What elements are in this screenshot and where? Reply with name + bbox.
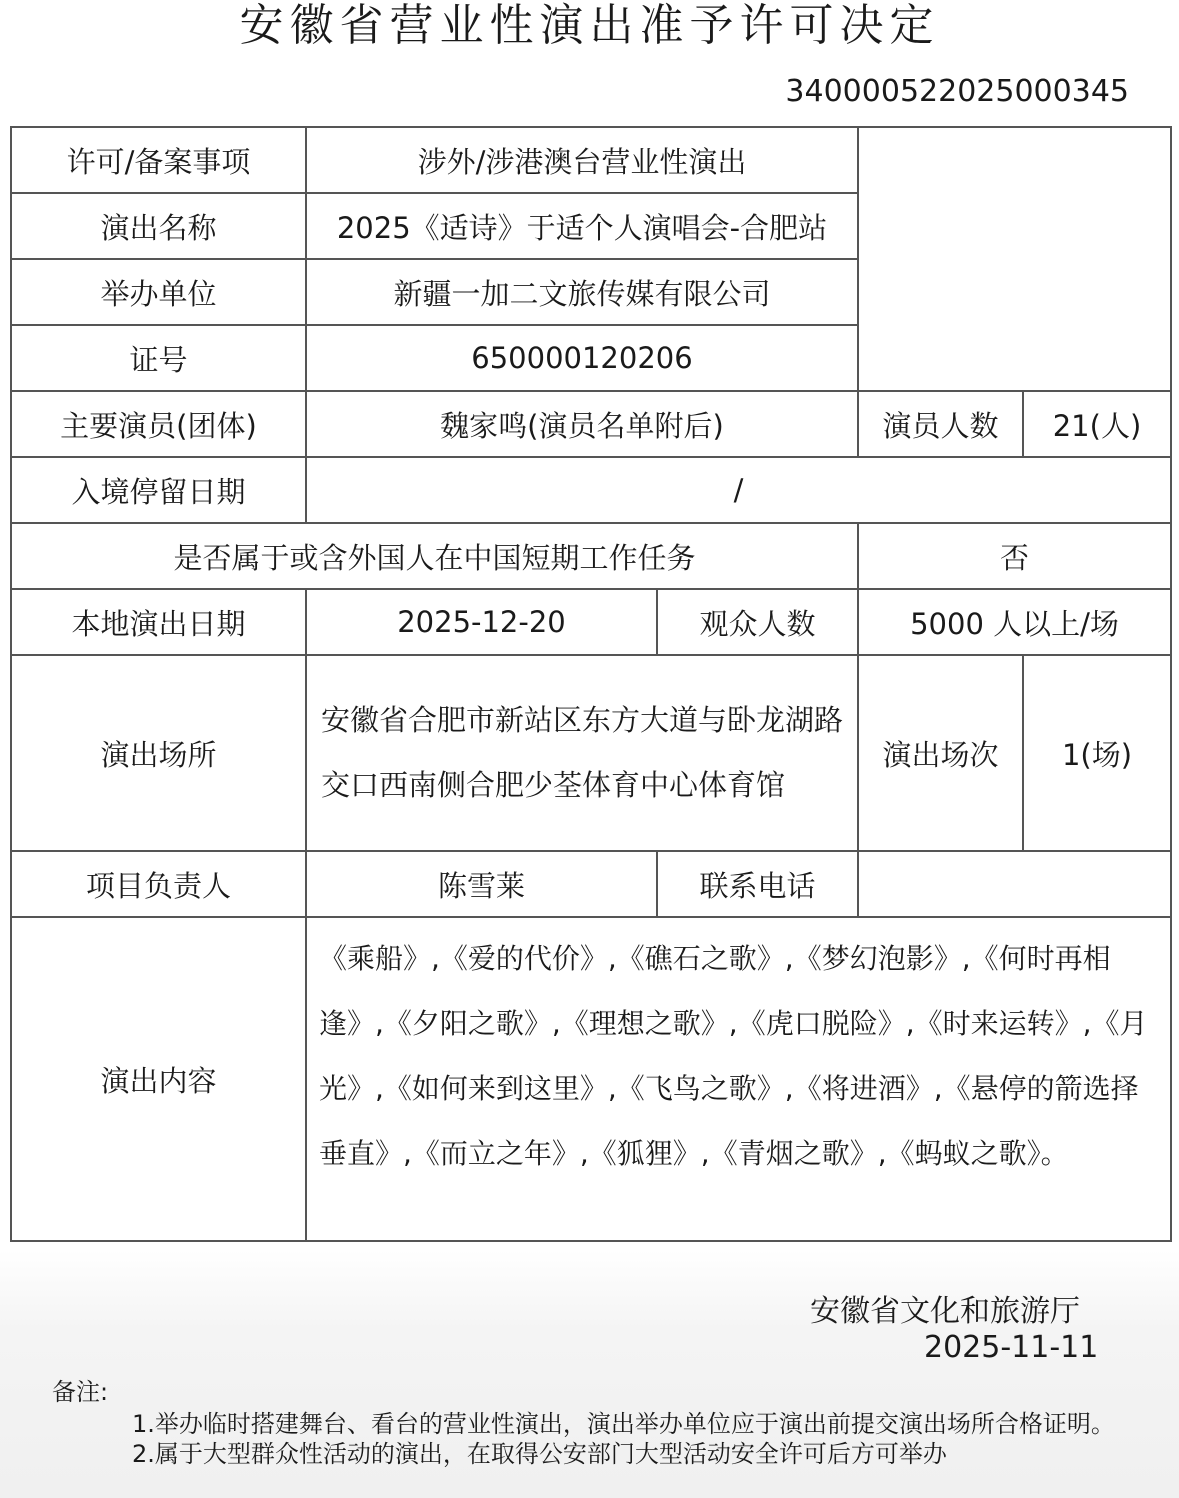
count-label: 演员人数 (859, 392, 1024, 458)
date-value: 2025-12-20 (307, 590, 658, 656)
note-item: 1.举办临时搭建舞台、看台的营业性演出，演出举办单位应于演出前提交演出场所合格证明。 (132, 1410, 1115, 1438)
notes-label: 备注: (52, 1378, 109, 1406)
sessions-value: 1(场) (1024, 656, 1172, 852)
organizer-value: 新疆一加二文旅传媒有限公司 (307, 260, 859, 326)
audience-value: 5000 人以上/场 (859, 590, 1172, 656)
date-label: 本地演出日期 (12, 590, 307, 656)
foreign-label: 是否属于或含外国人在中国短期工作任务 (12, 524, 859, 590)
organizer-label: 举办单位 (12, 260, 307, 326)
issue-date: 2025-11-11 (924, 1330, 1099, 1365)
license-value: 650000120206 (307, 326, 859, 392)
phone-value (859, 852, 1172, 918)
entry-value: / (307, 458, 1172, 524)
issuer: 安徽省文化和旅游厅 (810, 1294, 1080, 1329)
foreign-value: 否 (859, 524, 1172, 590)
name-value: 2025《适诗》于适个人演唱会-合肥站 (307, 194, 859, 260)
performer-label: 主要演员(团体) (12, 392, 307, 458)
note-item: 2.属于大型群众性活动的演出，在取得公安部门大型活动安全许可后方可举办 (132, 1440, 947, 1468)
blank-cell (859, 128, 1172, 392)
permit-table (10, 126, 1172, 1242)
content-label: 演出内容 (12, 918, 307, 1242)
manager-label: 项目负责人 (12, 852, 307, 918)
document-title: 安徽省营业性演出准予许可决定 (239, 0, 940, 51)
performer-value: 魏家鸣(演员名单附后) (307, 392, 859, 458)
count-value: 21(人) (1024, 392, 1172, 458)
content-value: 《乘船》,《爱的代价》,《礁石之歌》,《梦幻泡影》,《何时再相逢》,《夕阳之歌》,《理想之歌》,《虎口脱险》,《时来运转》,《月光》,《如何来到这里》,《飞鸟之歌》,《将进酒》,《悬停的箭选择垂直》,《而立之年》,《狐狸》,《青烟之歌》,《蚂蚁之歌》。 (307, 918, 1172, 1242)
manager-value: 陈雪莱 (307, 852, 658, 918)
venue-value: 安徽省合肥市新站区东方大道与卧龙湖路交口西南侧合肥少荃体育中心体育馆 (307, 656, 859, 852)
audience-label: 观众人数 (658, 590, 859, 656)
phone-label: 联系电话 (658, 852, 859, 918)
sessions-label: 演出场次 (859, 656, 1024, 852)
license-label: 证号 (12, 326, 307, 392)
name-label: 演出名称 (12, 194, 307, 260)
item-label: 许可/备案事项 (12, 128, 307, 194)
item-value: 涉外/涉港澳台营业性演出 (307, 128, 859, 194)
venue-label: 演出场所 (12, 656, 307, 852)
document-number: 340000522025000345 (785, 74, 1129, 109)
entry-label: 入境停留日期 (12, 458, 307, 524)
